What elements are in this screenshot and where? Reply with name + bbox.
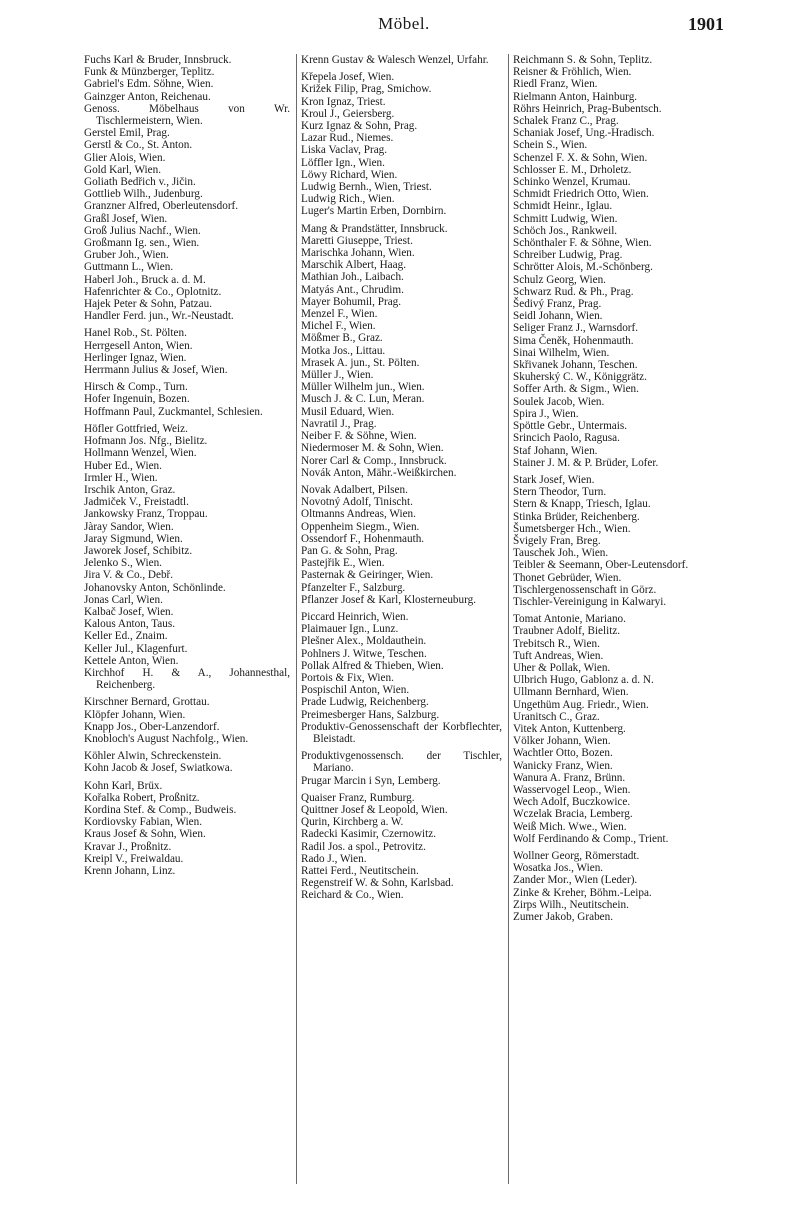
- directory-entry: Kurz Ignaz & Sohn, Prag.: [301, 120, 418, 133]
- directory-entry: Kravar J., Proßnitz.: [84, 840, 172, 853]
- directory-entry: Ludwig Bernh., Wien, Triest.: [301, 181, 432, 194]
- directory-entry: Trebitsch R., Wien.: [513, 637, 600, 650]
- directory-entry: Zumer Jakob, Graben.: [513, 911, 614, 924]
- directory-entry: Keller Ed., Znaim.: [84, 630, 168, 643]
- directory-entry: Kron Ignaz, Triest.: [301, 95, 386, 108]
- directory-entry: Hajek Peter & Sohn, Patzau.: [84, 298, 213, 311]
- directory-entry: Tischler-Vereinigung in Kalwaryi.: [513, 595, 667, 608]
- directory-entry: Wanura A. Franz, Brünn.: [513, 771, 626, 784]
- directory-entry: Rattei Ferd., Neutitschein.: [301, 865, 419, 877]
- directory-entry: Reisner & Fröhlich, Wien.: [513, 66, 632, 79]
- directory-entry: Gabriel's Edm. Söhne, Wien.: [84, 78, 214, 91]
- directory-entry: Goliath Bedřich v., Jičin.: [84, 176, 196, 189]
- directory-entry: Musil Eduard, Wien.: [301, 405, 395, 418]
- directory-entry: Handler Ferd. jun., Wr.-Neustadt.: [84, 310, 234, 323]
- directory-entry: Gruber Joh., Wien.: [84, 249, 169, 262]
- directory-entry: Neiber F. & Söhne, Wien.: [301, 430, 417, 443]
- directory-entry: Schinko Wenzel, Krumau.: [513, 176, 631, 189]
- directory-entry: Pasternak & Geiringer, Wien.: [301, 569, 434, 582]
- directory-entry: Preimesberger Hans, Salzburg.: [301, 708, 440, 721]
- directory-entry: Wech Adolf, Buczkowice.: [513, 796, 631, 809]
- directory-entry: Niedermoser M. & Sohn, Wien.: [301, 442, 444, 455]
- directory-entry: Schulz Georg, Wien.: [513, 273, 606, 286]
- directory-entry: Novák Anton, Mähr.-Weißkirchen.: [301, 466, 457, 479]
- directory-entry: Soffer Arth. & Sigm., Wien.: [513, 383, 639, 396]
- directory-entry: Plešner Alex., Moldauthein.: [301, 635, 427, 648]
- directory-entry: Jàray Sandor, Wien.: [84, 520, 174, 533]
- directory-entry: Šumetsberger Hch., Wien.: [513, 522, 631, 535]
- page-header: [84, 14, 724, 40]
- directory-entry: Mathian Joh., Laibach.: [301, 271, 404, 284]
- directory-entry: Huber Ed., Wien.: [84, 459, 162, 472]
- directory-entry: Rado J., Wien.: [301, 852, 367, 865]
- directory-entry: Pastejřik E., Wien.: [301, 557, 385, 570]
- directory-entry: Wosatka Jos., Wien.: [513, 862, 604, 875]
- directory-entry: Völker Johann, Wien.: [513, 735, 611, 748]
- directory-entry: Skuherský C. W., Königgrätz.: [513, 371, 647, 384]
- directory-entry: Johanovsky Anton, Schönlinde.: [84, 581, 226, 594]
- directory-entry: Graßl Josef, Wien.: [84, 212, 168, 225]
- directory-entry: Mößmer B., Graz.: [301, 332, 383, 345]
- directory-entry: Gerstl & Co., St. Anton.: [84, 139, 193, 152]
- directory-entry: Pospischil Anton, Wien.: [301, 684, 410, 697]
- directory-entry: Uher & Pollak, Wien.: [513, 661, 611, 674]
- directory-entry: Radil Jos. a spol., Petrovitz.: [301, 840, 426, 853]
- directory-entry: Plaimauer Ign., Lunz.: [301, 623, 399, 636]
- directory-entry: Prugar Marcin i Syn, Lemberg.: [301, 774, 441, 787]
- directory-entry: Produktivgenossensch. der Tischler, Mariano.: [301, 750, 502, 775]
- directory-entry: Qurin, Kirchberg a. W.: [301, 816, 404, 829]
- directory-entry: Tauschek Joh., Wien.: [513, 547, 609, 560]
- directory-entry: Prade Ludwig, Reichenberg.: [301, 696, 429, 709]
- directory-entry: Musch J. & C. Lun, Meran.: [301, 393, 425, 406]
- directory-entry: Menzel F., Wien.: [301, 308, 378, 321]
- directory-entry: Haberl Joh., Bruck a. d. M.: [84, 273, 206, 286]
- directory-entry: Schmitt Ludwig, Wien.: [513, 212, 618, 225]
- directory-entry: Schmidt Friedrich Otto, Wien.: [513, 188, 649, 201]
- directory-entry: Stark Josef, Wien.: [513, 473, 595, 486]
- directory-entry: Marschik Albert, Haag.: [301, 259, 407, 272]
- directory-entry: Gerstel Emil, Prag.: [84, 127, 170, 140]
- directory-columns: [84, 54, 728, 1184]
- directory-entry: Křepela Josef, Wien.: [301, 71, 395, 84]
- directory-entry: Herlinger Ignaz, Wien.: [84, 351, 187, 364]
- directory-entry: Jira V. & Co., Debř.: [84, 569, 174, 582]
- directory-entry: Granzner Alfred, Oberleutensdorf.: [84, 200, 239, 213]
- directory-entry: Oltmanns Andreas, Wien.: [301, 508, 416, 521]
- directory-entry: Wollner Georg, Römerstadt.: [513, 850, 640, 862]
- directory-entry: Schein S., Wien.: [513, 139, 588, 152]
- directory-entry: Schalek Franz C., Prag.: [513, 115, 619, 128]
- directory-entry: Kořalka Robert, Proßnitz.: [84, 791, 200, 804]
- directory-entry: Jelenko S., Wien.: [84, 557, 162, 570]
- directory-entry: Rielmann Anton, Hainburg.: [513, 90, 638, 103]
- directory-entry: Staf Johann, Wien.: [513, 444, 598, 457]
- directory-entry: Lazar Rud., Niemes.: [301, 132, 394, 145]
- directory-entry: Jaworek Josef, Schibitz.: [84, 544, 193, 557]
- directory-entry: Kordiovsky Fabian, Wien.: [84, 816, 203, 829]
- directory-entry: Kalous Anton, Taus.: [84, 618, 175, 631]
- directory-entry: Quaiser Franz, Rumburg.: [301, 791, 415, 804]
- page-number: 1901: [688, 14, 724, 34]
- directory-entry: Höfler Gottfried, Weiz.: [84, 422, 188, 435]
- directory-entry: Tomat Antonie, Mariano.: [513, 613, 626, 626]
- directory-entry: Zirps Wilh., Neutitschein.: [513, 898, 629, 911]
- directory-entry: Novotný Adolf, Tinischt.: [301, 496, 413, 509]
- directory-entry: Ullmann Bernhard, Wien.: [513, 686, 629, 699]
- directory-entry: Spira J., Wien.: [513, 407, 579, 420]
- directory-entry: Schwarz Rud. & Ph., Prag.: [513, 285, 634, 298]
- directory-entry: Herrmann Julius & Josef, Wien.: [84, 364, 228, 377]
- directory-entry: Regenstreif W. & Sohn, Karlsbad.: [301, 877, 454, 890]
- directory-entry: Pfanzelter F., Salzburg.: [301, 581, 406, 594]
- directory-entry: Seliger Franz J., Warnsdorf.: [513, 322, 639, 335]
- directory-entry: Matyás Ant., Chrudim.: [301, 283, 404, 296]
- directory-entry: Fuchs Karl & Bruder, Innsbruck.: [84, 54, 232, 66]
- directory-entry: Šedivý Franz, Prag.: [513, 298, 602, 311]
- page-title: Möbel.: [378, 14, 430, 33]
- directory-entry: Irmler H., Wien.: [84, 471, 158, 484]
- directory-entry: Kirchhof H. & A., Johannesthal, Reichenberg.: [84, 666, 290, 692]
- directory-entry: Traubner Adolf, Bielitz.: [513, 625, 621, 638]
- directory-entry: Schaniak Josef, Ung.-Hradisch.: [513, 127, 655, 140]
- directory-entry: Kordina Stef. & Comp., Budweis.: [84, 803, 237, 816]
- directory-entry: Kohn Jacob & Josef, Swiatkowa.: [84, 762, 233, 775]
- directory-entry: Uranitsch C., Graz.: [513, 710, 600, 723]
- directory-entry: Portois & Fix, Wien.: [301, 671, 394, 684]
- directory-entry: Pohlners J. Witwe, Teschen.: [301, 647, 427, 660]
- directory-entry: Stinka Brüder, Reichenberg.: [513, 510, 640, 523]
- directory-entry: Reichmann S. & Sohn, Teplitz.: [513, 54, 653, 66]
- directory-entry: Pollak Alfred & Thieben, Wien.: [301, 659, 444, 672]
- directory-entry: Klöpfer Johann, Wien.: [84, 708, 186, 721]
- directory-entry: Löffler Ign., Wien.: [301, 156, 385, 169]
- directory-entry: Müller J., Wien.: [301, 369, 374, 382]
- directory-entry: Müller Wilhelm jun., Wien.: [301, 381, 425, 394]
- directory-entry: Wanicky Franz, Wien.: [513, 759, 613, 772]
- directory-entry: Keller Jul., Klagenfurt.: [84, 642, 188, 655]
- directory-entry: Quittner Josef & Leopold, Wien.: [301, 803, 448, 816]
- directory-entry: Groß Julius Nachf., Wien.: [84, 224, 201, 237]
- directory-entry: Hofer Ingenuin, Bozen.: [84, 393, 190, 406]
- directory-entry: Pan G. & Sohn, Prag.: [301, 544, 398, 557]
- directory-entry: Soulek Jacob, Wien.: [513, 395, 605, 408]
- directory-entry: Schönthaler F. & Söhne, Wien.: [513, 237, 652, 250]
- directory-entry: Funk & Münzberger, Teplitz.: [84, 66, 215, 79]
- directory-entry: Hoffmann Paul, Zuckmantel, Schlesien.: [84, 405, 263, 418]
- directory-entry: Herrgesell Anton, Wien.: [84, 339, 193, 352]
- directory-entry: Hollmann Wenzel, Wien.: [84, 447, 197, 460]
- directory-entry: Gold Karl, Wien.: [84, 163, 162, 176]
- directory-entry: Srincich Paolo, Ragusa.: [513, 432, 620, 445]
- directory-entry: Tuft Andreas, Wien.: [513, 649, 604, 662]
- directory-entry: Seidl Johann, Wien.: [513, 310, 603, 323]
- directory-entry: Jonas Carl, Wien.: [84, 593, 163, 606]
- directory-entry: Hanel Rob., St. Pölten.: [84, 327, 187, 340]
- directory-entry: Hirsch & Comp., Turn.: [84, 381, 188, 394]
- directory-entry: Kraus Josef & Sohn, Wien.: [84, 828, 206, 841]
- directory-entry: Röhrs Heinrich, Prag-Bubentsch.: [513, 102, 662, 115]
- directory-entry: Krenn Johann, Linz.: [84, 865, 176, 877]
- directory-entry: Wachtler Otto, Bozen.: [513, 747, 613, 760]
- directory-entry: Zinke & Kreher, Böhm.-Leipa.: [513, 886, 652, 899]
- directory-entry: Spöttle Gebr., Untermais.: [513, 420, 628, 433]
- directory-entry: Jadmiček V., Freistadtl.: [84, 496, 189, 509]
- directory-entry: Genoss. Möbelhaus von Wr. Tischlermeistern, Wien.: [84, 102, 290, 128]
- directory-entry: Mrasek A. jun., St. Pölten.: [301, 356, 420, 369]
- directory-entry: Marischka Johann, Wien.: [301, 247, 415, 260]
- directory-entry: Hafenrichter & Co., Oplotnitz.: [84, 285, 222, 298]
- directory-entry: Jaray Sigmund, Wien.: [84, 532, 183, 545]
- directory-entry: Großmann Ig. sen., Wien.: [84, 237, 200, 250]
- directory-column-1: [84, 54, 296, 1184]
- directory-entry: Ungethüm Aug. Friedr., Wien.: [513, 698, 649, 711]
- directory-entry: Stern Theodor, Turn.: [513, 486, 607, 499]
- directory-entry: Oppenheim Siegm., Wien.: [301, 520, 420, 533]
- directory-entry: Schmidt Heinr., Iglau.: [513, 200, 613, 213]
- directory-entry: Piccard Heinrich, Wien.: [301, 610, 409, 623]
- directory-entry: Knobloch's August Nachfolg., Wien.: [84, 732, 249, 745]
- directory-entry: Schlosser E. M., Drholetz.: [513, 163, 632, 176]
- directory-entry: Liska Vaclav, Prag.: [301, 144, 388, 157]
- directory-entry: Norer Carl & Comp., Innsbruck.: [301, 454, 447, 467]
- directory-entry: Sima Čeněk, Hohenmauth.: [513, 334, 634, 347]
- directory-entry: Skřivanek Johann, Teschen.: [513, 359, 638, 372]
- directory-entry: Kettele Anton, Wien.: [84, 654, 179, 667]
- directory-entry: Wczelak Bracia, Lemberg.: [513, 808, 633, 821]
- directory-entry: Križek Filip, Prag, Smichow.: [301, 83, 432, 96]
- directory-entry: Schenzel F. X. & Sohn, Wien.: [513, 151, 648, 164]
- directory-entry: Kalbač Josef, Wien.: [84, 605, 174, 618]
- directory-entry: Kohn Karl, Brüx.: [84, 779, 163, 792]
- directory-entry: Kirschner Bernard, Grottau.: [84, 696, 210, 709]
- directory-column-3: [508, 54, 728, 1184]
- directory-entry: Gottlieb Wilh., Judenburg.: [84, 188, 203, 201]
- directory-entry: Tischlergenossenschaft in Görz.: [513, 583, 657, 596]
- directory-entry: Reichard & Co., Wien.: [301, 889, 404, 902]
- directory-entry: Hofmann Jos. Nfg., Bielitz.: [84, 435, 208, 448]
- directory-entry: Köhler Alwin, Schreckenstein.: [84, 750, 222, 763]
- directory-entry: Michel F., Wien.: [301, 320, 376, 333]
- directory-entry: Švigely Fran, Breg.: [513, 534, 601, 547]
- directory-entry: Ulbrich Hugo, Gablonz a. d. N.: [513, 674, 654, 687]
- directory-entry: Novak Adalbert, Pilsen.: [301, 483, 408, 496]
- directory-entry: Riedl Franz, Wien.: [513, 78, 598, 91]
- directory-entry: Krenn Gustav & Walesch Wenzel, Urfahr.: [301, 54, 489, 66]
- directory-entry: Kreipl V., Freiwaldau.: [84, 852, 184, 865]
- directory-entry: Schöch Jos., Rankweil.: [513, 224, 618, 237]
- directory-entry: Produktiv-Genossenschaft der Korbflechter, Bleistadt.: [301, 720, 502, 745]
- directory-entry: Motka Jos., Littau.: [301, 344, 386, 357]
- directory-entry: Pflanzer Josef & Karl, Klosterneuburg.: [301, 593, 477, 606]
- directory-entry: Schrötter Alois, M.-Schönberg.: [513, 261, 653, 274]
- directory-entry: Vitek Anton, Kuttenberg.: [513, 722, 626, 735]
- directory-entry: Stern & Knapp, Triesch, Iglau.: [513, 498, 651, 511]
- directory-entry: Mang & Prandstätter, Innsbruck.: [301, 222, 448, 235]
- directory-entry: Weiß Mich. Wwe., Wien.: [513, 820, 627, 833]
- directory-entry: Luger's Martin Erben, Dornbirn.: [301, 205, 447, 218]
- directory-entry: Zander Mor., Wien (Leder).: [513, 874, 638, 887]
- directory-entry: Jankowsky Franz, Troppau.: [84, 508, 208, 521]
- directory-entry: Gainzger Anton, Reichenau.: [84, 90, 211, 103]
- directory-column-2: [296, 54, 508, 1184]
- directory-entry: Wasservogel Leop., Wien.: [513, 783, 631, 796]
- directory-entry: Löwy Richard, Wien.: [301, 168, 398, 181]
- directory-entry: Irschik Anton, Graz.: [84, 483, 176, 496]
- directory-entry: Ludwig Rich., Wien.: [301, 193, 395, 206]
- directory-entry: Thonet Gebrüder, Wien.: [513, 571, 622, 584]
- directory-entry: Guttmann L., Wien.: [84, 261, 174, 274]
- directory-entry: Wolf Ferdinando & Comp., Trient.: [513, 832, 669, 845]
- directory-entry: Glier Alois, Wien.: [84, 151, 166, 164]
- directory-entry: Kroul J., Geiersberg.: [301, 107, 395, 120]
- directory-entry: Mayer Bohumil, Prag.: [301, 295, 402, 308]
- directory-entry: Knapp Jos., Ober-Lanzendorf.: [84, 720, 220, 733]
- directory-entry: Sinai Wilhelm, Wien.: [513, 346, 610, 359]
- directory-entry: Schreiber Ludwig, Prag.: [513, 249, 623, 262]
- directory-entry: Teibler & Seemann, Ober-Leutensdorf.: [513, 559, 689, 572]
- directory-entry: Navratil J., Prag.: [301, 417, 377, 430]
- directory-entry: Stainer J. M. & P. Brüder, Lofer.: [513, 456, 659, 469]
- directory-entry: Maretti Giuseppe, Triest.: [301, 234, 413, 247]
- directory-entry: Radecki Kasimir, Czernowitz.: [301, 828, 437, 841]
- directory-entry: Ossendorf F., Hohenmauth.: [301, 532, 425, 545]
